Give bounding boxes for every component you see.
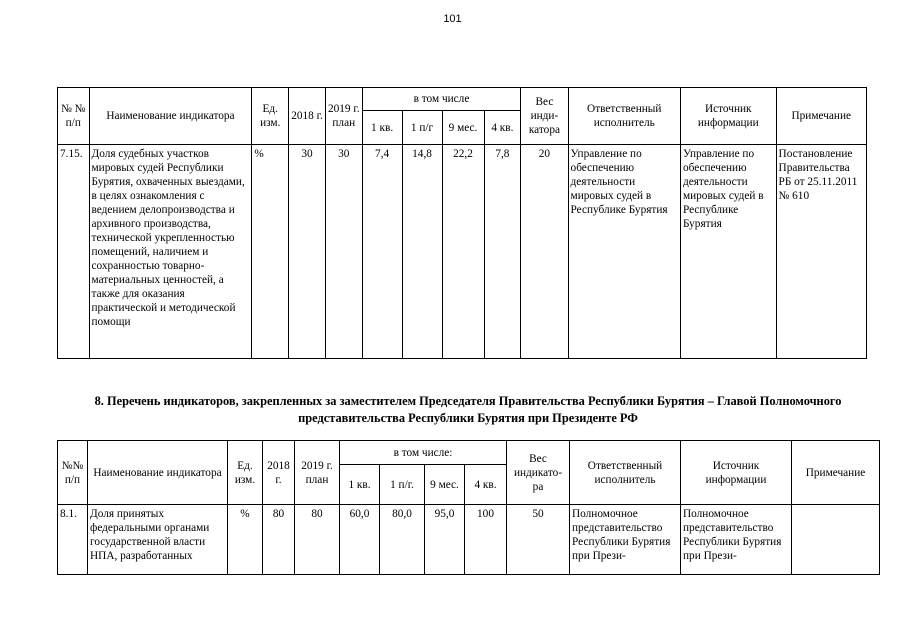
header-q4: 4 кв. xyxy=(465,465,507,505)
row-responsible: Управление по обеспечению деятельности мировых судей в Республике Бурятия xyxy=(568,145,680,359)
header-source: Источник информации xyxy=(680,88,776,145)
row-name: Доля судебных участков мировых судей Республики Бурятия, охваченных выездами, в целях ознакомления с ведением делопроизводства и архивного производства, технической укрепленностью помещений, наличием и сохранностью товарно-материальных ценностей, а также для оказания практической и методической помощи xyxy=(89,145,252,359)
header-9m: 9 мес. xyxy=(425,465,465,505)
row-num: 8.1. xyxy=(58,505,88,575)
header-including: в том числе xyxy=(362,88,521,111)
indicator-table-1 xyxy=(57,87,867,359)
header-q1: 1 кв. xyxy=(362,111,402,145)
header-weight: Вес инди-катора xyxy=(521,88,568,145)
header-q4: 4 кв. xyxy=(484,111,521,145)
row-name: Доля принятых федеральными органами государственной власти НПА, разработанных xyxy=(88,505,228,575)
header-responsible: Ответственный исполнитель xyxy=(568,88,680,145)
row-2019-plan: 30 xyxy=(325,145,362,359)
header-note: Примечание xyxy=(776,88,866,145)
row-note xyxy=(792,505,880,575)
header-num: №№ п/п xyxy=(58,441,88,505)
table-row xyxy=(58,145,867,359)
header-source: Источник информации xyxy=(681,441,792,505)
table-row xyxy=(58,505,880,575)
row-9m: 22,2 xyxy=(442,145,484,359)
header-name: Наименование индикатора xyxy=(88,441,228,505)
row-source: Полномочное представительство Республики Бурятия при Прези- xyxy=(681,505,792,575)
row-h1: 80,0 xyxy=(380,505,425,575)
row-weight: 20 xyxy=(521,145,568,359)
header-responsible: Ответственный исполнитель xyxy=(570,441,681,505)
row-unit: % xyxy=(252,145,289,359)
header-2019-plan: 2019 г. план xyxy=(325,88,362,145)
row-2018: 80 xyxy=(263,505,295,575)
row-9m: 95,0 xyxy=(425,505,465,575)
section-heading: 8. Перечень индикаторов, закрепленных за заместителем Председателя Правительства Республики Бурятия – Главой Полномочного представительства Республики Бурятия при Президенте РФ xyxy=(94,394,842,425)
header-note: Примечание xyxy=(792,441,880,505)
header-name: Наименование индикатора xyxy=(89,88,252,145)
header-weight: Вес индикато-ра xyxy=(507,441,570,505)
row-note: Постановление Правительства РБ от 25.11.2011 № 610 xyxy=(776,145,866,359)
row-source: Управление по обеспечению деятельности мировых судей в Республике Бурятия xyxy=(680,145,776,359)
header-including: в том числе: xyxy=(340,441,507,465)
indicator-table-2 xyxy=(57,440,880,575)
header-2019-plan: 2019 г. план xyxy=(295,441,340,505)
header-2018: 2018 г. xyxy=(289,88,326,145)
page-number: 101 xyxy=(443,13,462,25)
header-h1: 1 п/г xyxy=(402,111,442,145)
header-9m: 9 мес. xyxy=(442,111,484,145)
header-q1: 1 кв. xyxy=(340,465,380,505)
header-2018: 2018 г. xyxy=(263,441,295,505)
row-q1: 7,4 xyxy=(362,145,402,359)
row-2018: 30 xyxy=(289,145,326,359)
row-h1: 14,8 xyxy=(402,145,442,359)
row-q4: 7,8 xyxy=(484,145,521,359)
header-h1: 1 п/г. xyxy=(380,465,425,505)
header-unit: Ед. изм. xyxy=(228,441,263,505)
row-responsible: Полномочное представительство Республики Бурятия при Прези- xyxy=(570,505,681,575)
row-q4: 100 xyxy=(465,505,507,575)
row-2019-plan: 80 xyxy=(295,505,340,575)
row-q1: 60,0 xyxy=(340,505,380,575)
row-num: 7.15. xyxy=(58,145,90,359)
row-unit: % xyxy=(228,505,263,575)
header-num: № № п/п xyxy=(58,88,90,145)
row-weight: 50 xyxy=(507,505,570,575)
header-unit: Ед. изм. xyxy=(252,88,289,145)
